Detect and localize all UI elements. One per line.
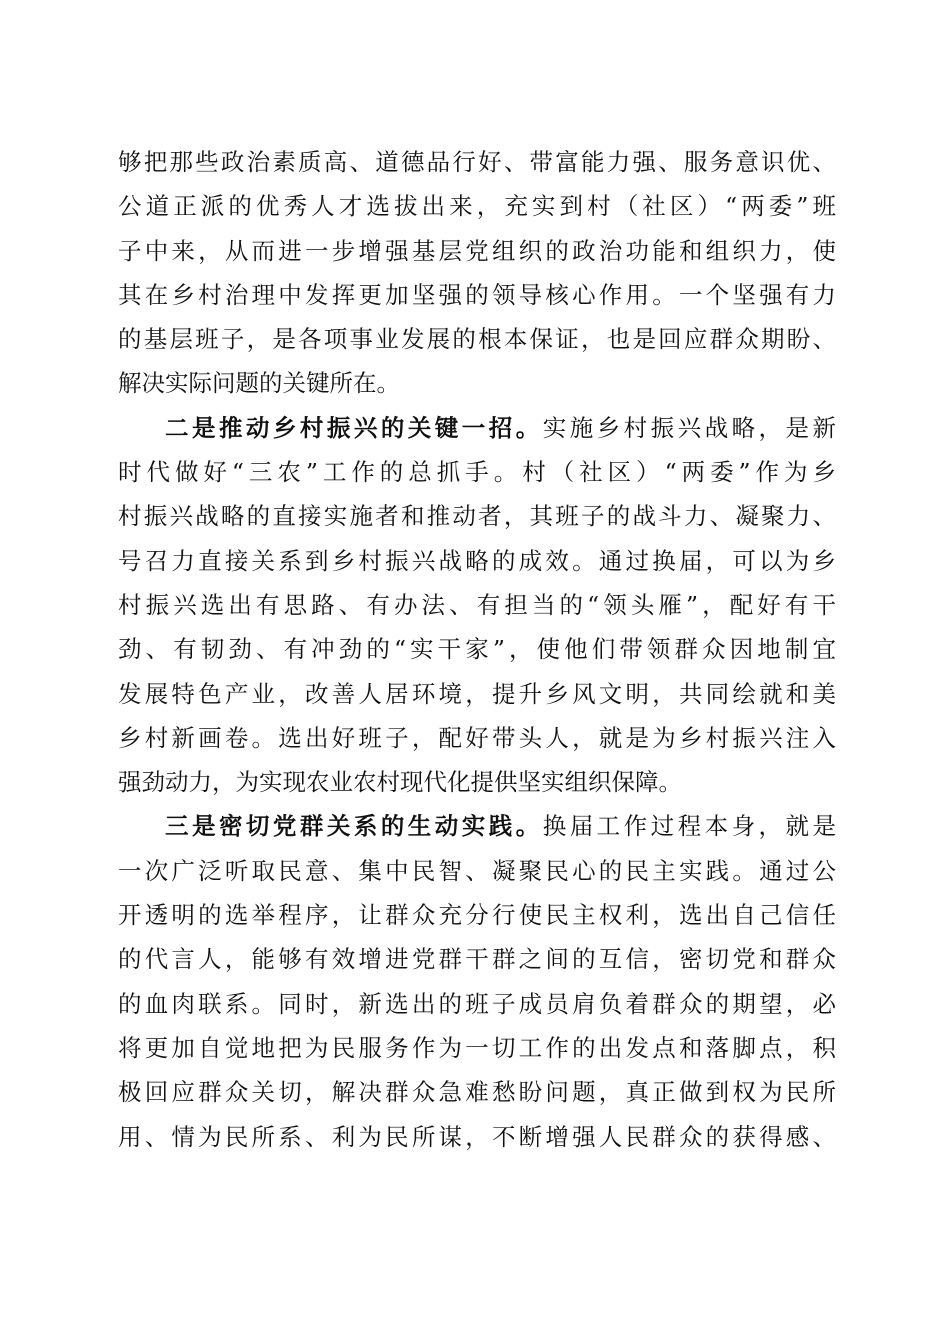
text-line: 村振兴选出有思路、有办法、有担当的“领头雁”，配好有干 — [118, 590, 836, 619]
text-line: 的代言人，能够有效增进党群干群之间的互信，密切党和群众 — [118, 945, 836, 974]
paragraph-1 — [118, 140, 836, 406]
document-body — [118, 140, 836, 1159]
text-line: 其在乡村治理中发挥更加坚强的领导核心作用。一个坚强有力 — [118, 280, 836, 309]
paragraph-3 — [118, 804, 836, 1158]
text-line: 乡村新画卷。选出好班子，配好带头人，就是为乡村振兴注入 — [118, 723, 836, 752]
paragraph-lead-heading: 三是密切党群关系的生动实践。 — [165, 812, 543, 841]
paragraph-2 — [118, 406, 836, 805]
text-line: 发展特色产业，改善人居环境，提升乡风文明，共同绘就和美 — [118, 679, 836, 708]
paragraph-lead-text: 换届工作过程本身，就是 — [542, 812, 837, 841]
text-line: 劲、有韧劲、有冲劲的“实干家”，使他们带领群众因地制宜 — [118, 635, 836, 664]
text-line: 一次广泛听取民意、集中民智、凝聚民心的民主实践。通过公 — [118, 856, 836, 885]
text-line: 强劲动力，为实现农业农村现代化提供坚实组织保障。 — [118, 768, 682, 797]
text-line: 时代做好“三农”工作的总抓手。村（社区）“两委”作为乡 — [118, 458, 836, 487]
text-line: 子中来，从而进一步增强基层党组织的政治功能和组织力，使 — [118, 236, 836, 265]
paragraph-lead-heading: 二是推动乡村振兴的关键一招。 — [165, 413, 543, 442]
text-line: 开透明的选举程序，让群众充分行使民主权利，选出自己信任 — [118, 901, 836, 930]
paragraph-lead-text: 实施乡村振兴战略，是新 — [542, 413, 837, 442]
text-line: 解决实际问题的关键所在。 — [118, 369, 400, 398]
text-line: 极回应群众关切，解决群众急难愁盼问题，真正做到权为民所 — [118, 1078, 836, 1107]
text-line: 将更加自觉地把为民服务作为一切工作的出发点和落脚点，积 — [118, 1033, 836, 1062]
text-line: 村振兴战略的直接实施者和推动者，其班子的战斗力、凝聚力、 — [118, 502, 836, 531]
text-line: 号召力直接关系到乡村振兴战略的成效。通过换届，可以为乡 — [118, 546, 836, 575]
text-line-first — [118, 804, 836, 848]
text-line: 的血肉联系。同时，新选出的班子成员肩负着群众的期望，必 — [118, 989, 836, 1018]
text-line: 的基层班子，是各项事业发展的根本保证，也是回应群众期盼、 — [118, 325, 836, 354]
text-line-first — [118, 406, 836, 450]
text-line: 用、情为民所系、利为民所谋，不断增强人民群众的获得感、 — [118, 1122, 836, 1151]
text-line: 够把那些政治素质高、道德品行好、带富能力强、服务意识优、 — [118, 148, 836, 176]
text-line: 公道正派的优秀人才选拔出来，充实到村（社区）“两委”班 — [118, 192, 836, 221]
